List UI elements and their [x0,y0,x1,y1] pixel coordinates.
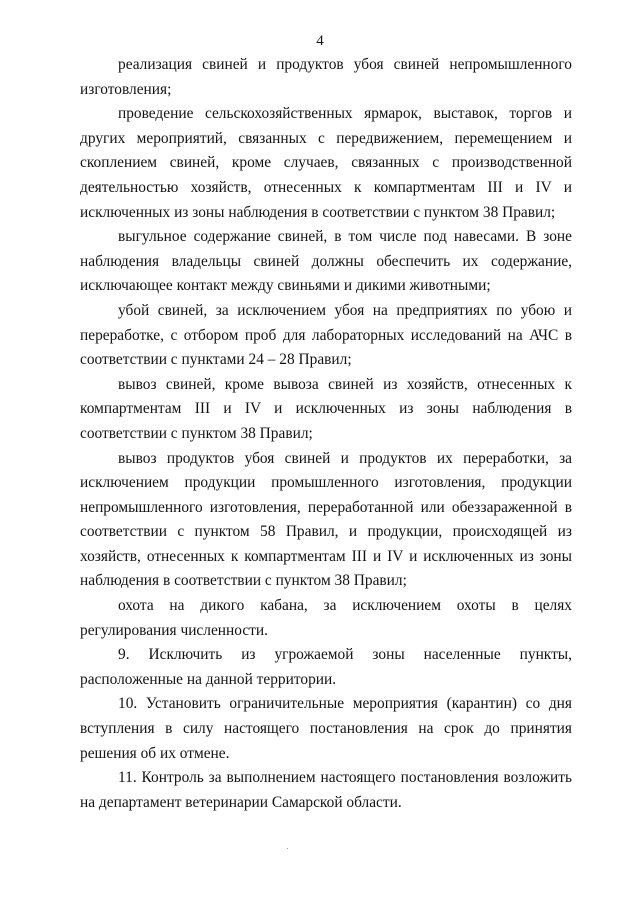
paragraph-sale-restriction: реализация свиней и продуктов убоя свиней непромышленного изготовления; [80,56,572,98]
page-number: 4 [316,33,324,49]
paragraph-outdoor-keeping: выгульное содержание свиней, в том числе под навесами. В зоне наблюдения владельцы свиней должны обеспечить их содержание, исключающее контакт между свиньями и дикими животными; [80,228,572,295]
scan-speck [287,848,288,849]
paragraph-item-10: 10. Установить ограничительные мероприятия (карантин) со дня вступления в силу настоящего постановления на срок до принятия решения об их отмене. [80,695,572,762]
paragraph-pig-export: вывоз свиней, кроме вывоза свиней из хозяйств, отнесенных к компартментам III и IV и исключенных из зоны наблюдения в соответствии с пунктом 38 Правил; [80,375,572,442]
paragraph-hunting: охота на дикого кабана, за исключением охоты в целях регулирования численности. [80,597,572,639]
paragraph-item-9: 9. Исключить из угрожаемой зоны населенные пункты, расположенные на данной территории. [80,646,572,688]
paragraph-product-export: вывоз продуктов убоя свиней и продуктов их переработки, за исключением продукции промышленного изготовления, продукции непромышленного изготовления, переработанной или обеззараженной в соответствии с пунктом 58 Правил, и продукции, происходящей из хозяйств, отнесенных к компартментам III и IV и исключенных из зоны наблюдения в соответствии с пунктом 38 Правил; [80,449,572,590]
paragraph-slaughter-restriction: убой свиней, за исключением убоя на предприятиях по убою и переработке, с отбором проб для лабораторных исследований на АЧС в соответствии с пунктами 24 – 28 Правил; [80,301,572,369]
paragraph-fairs-restriction: проведение сельскохозяйственных ярмарок, выставок, торгов и других мероприятий, связанных с передвижением, перемещением и скоплением свиней, кроме случаев, связанных с производственной деятельностью хозяйств, отнесенных к компартментам III и IV и исключенных из зоны наблюдения в соответствии с пунктом 38 Правил; [80,105,572,221]
document-body [80,53,572,815]
paragraph-item-11: 11. Контроль за выполнением настоящего постановления возложить на департамент ветеринарии Самарской области. [80,769,572,811]
